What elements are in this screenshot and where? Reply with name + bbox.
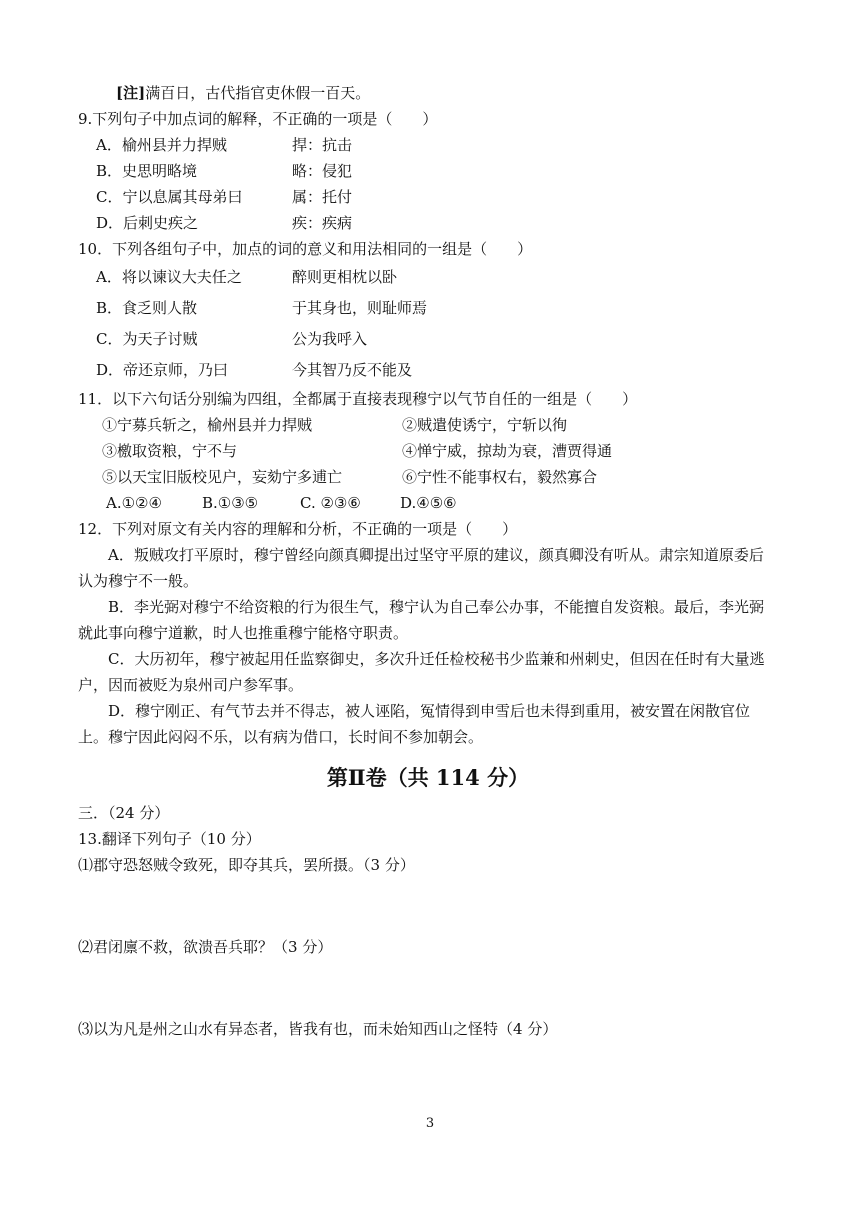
- annotation-note: [78, 80, 778, 106]
- q9-option-c-gloss: 属：托付: [292, 188, 353, 206]
- q11-item-4: ④惮宁威，掠劫为衰，漕贾得通: [402, 442, 613, 460]
- question-12-stem: 12．下列对原文有关内容的理解和分析，不正确的一项是（ ）: [78, 520, 518, 538]
- q9-option-a-sentence: A．榆州县并力捍贼: [96, 136, 227, 154]
- page-number: 3: [425, 1116, 435, 1131]
- q10-option-a-first: A．将以谏议大夫任之: [96, 268, 242, 286]
- q9-option-b-gloss: 略：侵犯: [292, 162, 353, 180]
- q11-item-1: ①宁募兵斩之，榆州县并力捍贼: [102, 416, 313, 434]
- q10-option-c-first: C．为天子讨贼: [96, 330, 198, 348]
- q12-option-b: B．李光弼对穆宁不给资粮的行为很生气，穆宁认为自己奉公办事，不能擅自发资粮。最后，李光弼就此事向穆宁道歉，时人也推重穆宁能格守职责。: [78, 598, 765, 642]
- q10-option-b-first: B．食乏则人散: [96, 299, 198, 317]
- q9-option-d-sentence: D．后刺史疾之: [96, 214, 199, 232]
- question-11-stem: 11．以下六句话分别编为四组，全都属于直接表现穆宁以气节自任的一组是（ ）: [78, 390, 638, 408]
- q10-option-c-second: 公为我呼入: [292, 330, 368, 348]
- question-10-stem: 10．下列各组句子中，加点的词的意义和用法相同的一组是（ ）: [78, 240, 533, 258]
- q11-choice-d: D.④⑤⑥: [400, 494, 457, 512]
- q13-item-3: ⑶以为凡是州之山水有异态者，皆我有也，而未始知西山之怪特（4 分）: [78, 1020, 558, 1038]
- q11-item-3: ③檄取资粮，宁不与: [102, 442, 238, 460]
- q11-choice-a: A.①②④: [106, 494, 162, 512]
- q12-option-d: D．穆宁刚正、有气节去并不得志，被人诬陷，冤情得到申雪后也未得到重用，被安置在闲散官位上。穆宁因此闷闷不乐，以有病为借口，长时间不参加朝会。: [78, 702, 751, 746]
- q12-option-a: A．叛贼攻打平原时，穆宁曾经向颜真卿提出过坚守平原的建议，颜真卿没有听从。肃宗知道原委后认为穆宁不一般。: [78, 546, 764, 590]
- section-2-title: 第Ⅱ卷（共 114 分）: [326, 765, 530, 790]
- question-9-stem: 9.下列句子中加点词的解释，不正确的一项是（ ）: [78, 110, 438, 128]
- note-text: 满百日，古代指官吏休假一百天。: [145, 84, 371, 102]
- q10-option-b: [78, 293, 778, 324]
- q10-option-a: [78, 262, 778, 293]
- q10-option-b-second: 于其身也，则耻师焉: [292, 299, 428, 317]
- note-label: [注]: [116, 84, 146, 102]
- q10-option-a-second: 醉则更相枕以卧: [292, 268, 398, 286]
- q10-option-d-first: D．帝还京师，乃曰: [96, 361, 229, 379]
- q9-option-b: [78, 158, 778, 184]
- q10-option-c: [78, 324, 778, 355]
- q11-item-2: ②贼遣使诱宁，宁斩以徇: [402, 416, 568, 434]
- q9-option-c-sentence: C．宁以息属其母弟曰: [96, 188, 243, 206]
- q11-items-row-2: [78, 438, 778, 464]
- q11-items-row-3: [78, 464, 778, 490]
- q11-choice-c: C. ②③⑥: [300, 494, 361, 512]
- q9-option-d: [78, 210, 778, 236]
- q11-items-row-1: [78, 412, 778, 438]
- question-13-stem: 13.翻译下列句子（10 分）: [78, 830, 261, 848]
- exam-page: [78, 80, 778, 1042]
- q9-option-c: [78, 184, 778, 210]
- q9-option-d-gloss: 疾：疾病: [292, 214, 353, 232]
- part-3-label: 三．（24 分）: [78, 804, 170, 822]
- q9-option-b-sentence: B．史思明略境: [96, 162, 198, 180]
- q13-item-2: ⑵君闭廪不救，欲溃吾兵耶？（3 分）: [78, 938, 333, 956]
- q13-item-1: ⑴郡守恐怒贼令致死，即夺其兵，罢所摄。（3 分）: [78, 856, 415, 874]
- q9-option-a-gloss: 捍：抗击: [292, 136, 353, 154]
- q10-option-d-second: 今其智乃反不能及: [292, 361, 413, 379]
- q13-answer-space-2[interactable]: [78, 960, 778, 1016]
- q11-choice-b: B.①③⑤: [202, 494, 259, 512]
- q12-option-c: C．大历初年，穆宁被起用任监察御史，多次升迁任检校秘书少监兼和州刺史，但因在任时有大量逃户，因而被贬为泉州司户参军事。: [78, 650, 765, 694]
- q13-answer-space-1[interactable]: [78, 878, 778, 934]
- q10-option-d: [78, 355, 778, 386]
- q11-item-6: ⑥宁性不能事权右，毅然寡合: [402, 468, 598, 486]
- q11-item-5: ⑤以天宝旧版校见户，妄劾宁多逋亡: [102, 468, 343, 486]
- q9-option-a: [78, 132, 778, 158]
- q11-choices: [78, 490, 778, 516]
